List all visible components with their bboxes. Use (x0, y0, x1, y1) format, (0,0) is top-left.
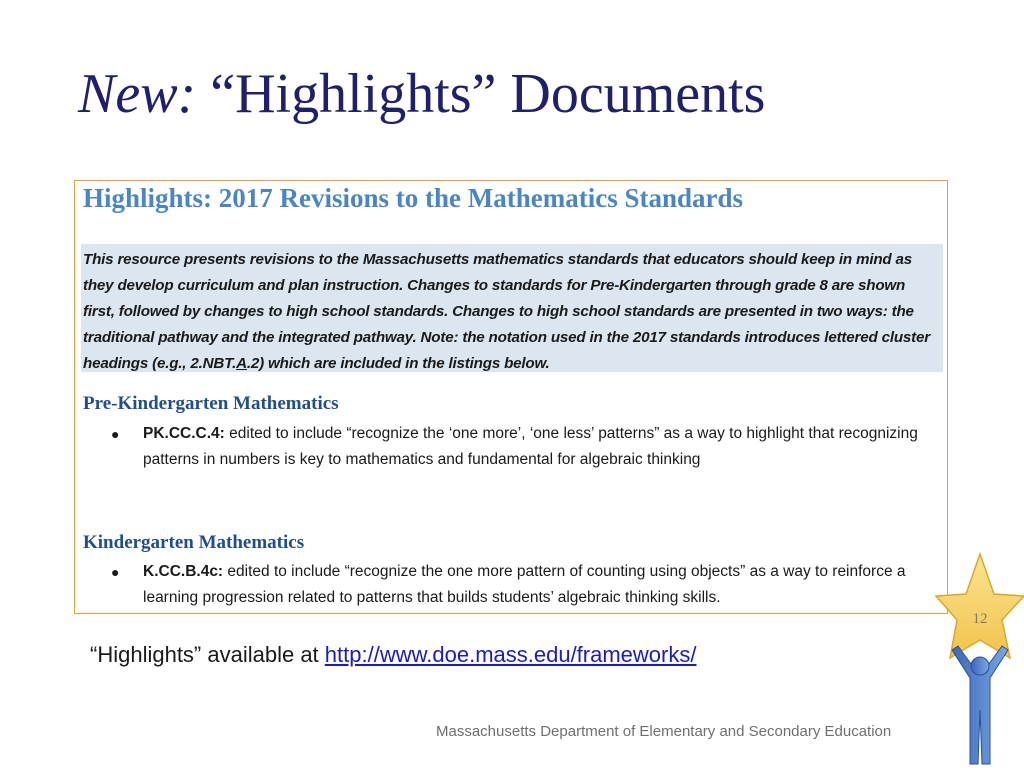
section-heading-k: Kindergarten Mathematics (83, 532, 305, 553)
bullet-dot-icon: ● (111, 426, 120, 442)
availability-prefix: “Highlights” available at (90, 642, 325, 667)
slide-title-new: New: (78, 63, 197, 125)
page-number: 12 (972, 611, 988, 627)
list-item-text (143, 559, 921, 611)
standard-code: K.CC.B.4c: (143, 563, 224, 580)
section-heading-prek: Pre-Kindergarten Mathematics (83, 393, 339, 414)
frameworks-link[interactable]: http://www.doe.mass.edu/frameworks/ (324, 642, 697, 667)
list-item-k (111, 559, 921, 611)
list-item-prek (111, 421, 921, 473)
intro-text-part1: This resource presents revisions to the Massachusetts mathematics standards that educators should keep in mind as they develop curriculum and plan instruction. Changes to standards for Pre-Kindergarten through grade 8 are shown first, followed by changes to high school standards. Changes to high school standards are presented in two ways: the traditional pathway and the integrated pathway. Note: the notation used in the 2017 standards introduces lettered cluster headings (e.g., 2.NBT. (83, 251, 930, 372)
intro-paragraph (81, 244, 943, 372)
bullet-dot-icon: ● (111, 564, 120, 580)
standard-code: PK.CC.C.4: (143, 425, 225, 442)
intro-text-part2: .2) which are included in the listings below. (246, 355, 550, 372)
slide-title-rest: “Highlights” Documents (210, 63, 766, 125)
availability-line (90, 642, 696, 668)
slide-title (78, 62, 765, 126)
intro-underlined-letter: A (236, 355, 247, 372)
document-title: Highlights: 2017 Revisions to the Mathematics Standards (83, 183, 744, 213)
list-item-text (143, 421, 921, 473)
star-mascot-icon (930, 550, 1024, 768)
footer-organization: Massachusetts Department of Elementary and Secondary Education (436, 723, 892, 740)
standard-description: edited to include “recognize the ‘one more’, ‘one less’ patterns” as a way to highlight that recognizing patterns in numbers is key to mathematics and fundamental for algebraic thinking (143, 425, 918, 468)
standard-description: edited to include “recognize the one more pattern of counting using objects” as a way to reinforce a learning progression related to patterns that builds students’ algebraic thinking skills. (143, 563, 906, 606)
highlights-document-image (74, 180, 948, 614)
